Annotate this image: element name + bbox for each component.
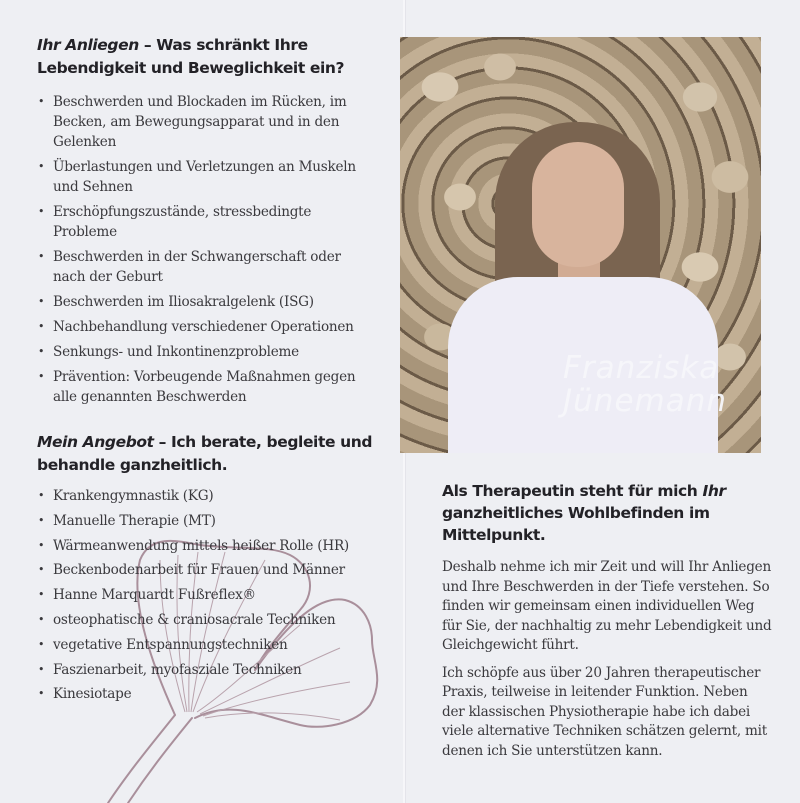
angebot-list [37,486,377,704]
list-item: • Überlastungen und Verletzungen an Muskeln und Sehnen [37,157,377,197]
anliegen-list [37,92,377,407]
list-item: • Nachbehandlung verschiedener Operationen [37,317,377,337]
therapist-name [563,352,727,418]
list-item: • vegetative Entspannungstechniken [37,635,377,655]
portrait-face [532,142,624,267]
section-anliegen-heading: Ihr Anliegen – Was schränkt Ihre Lebendigkeit und Beweglichkeit ein? [37,36,345,77]
section-angebot-heading: Mein Angebot – Ich berate, begleite und behandle ganzheitlich. [37,433,373,474]
list-item: • Prävention: Vorbeugende Maßnahmen gegen alle genannten Beschwerden [37,367,377,407]
name-first: Franziska [563,350,720,386]
right-column [442,480,772,761]
name-last: Jünemann [563,383,727,419]
therapist-heading: Als Therapeutin steht für mich Ihr ganzheitliches Wohlbefinden im Mittelpunkt. [442,482,726,544]
list-item: • Beschwerden im Iliosakralgelenk (ISG) [37,292,377,312]
list-item: • Erschöpfungszustände, stressbedingte Probleme [37,202,377,242]
list-item: • Wärmeanwendung mittels heißer Rolle (HR) [37,536,377,556]
list-item: • Manuelle Therapie (MT) [37,511,377,531]
list-item: • Beschwerden in der Schwangerschaft oder nach der Geburt [37,247,377,287]
list-item: • Kinesiotape [37,684,377,704]
left-column [37,34,377,709]
list-item: • Faszienarbeit, myofasziale Techniken [37,660,377,680]
portrait-photo [400,37,761,453]
list-item: • Beschwerden und Blockaden im Rücken, im Becken, am Bewegungsapparat und in den Gelenken [37,92,377,152]
paragraph-approach: Deshalb nehme ich mir Zeit und will Ihr Anliegen und Ihre Beschwerden in der Tiefe verstehen. So finden wir gemeinsam einen individuellen Weg für Sie, der nachhaltig zu mehr Lebendigkeit und Gleichgewicht führt. [442,559,772,653]
list-item: • Senkungs- und Inkontinenzprobleme [37,342,377,362]
list-item: • osteophatische & craniosacrale Techniken [37,610,377,630]
list-item: • Krankengymnastik (KG) [37,486,377,506]
paragraph-experience: Ich schöpfe aus über 20 Jahren therapeutischer Praxis, teilweise in leitender Funktion. Neben der klassischen Physiotherapie habe ich dabei viele alternative Techniken schätzen gelernt, mit denen ich Sie unterstützen kann. [442,664,767,759]
list-item: • Beckenbodenarbeit für Frauen und Männer [37,560,377,580]
list-item: • Hanne Marquardt Fußreflex® [37,585,377,605]
